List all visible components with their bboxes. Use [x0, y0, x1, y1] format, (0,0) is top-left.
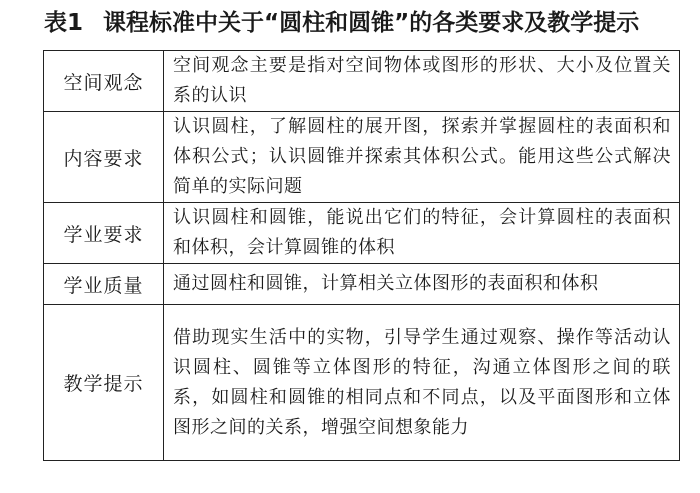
row-content: 空间观念主要是指对空间物体或图形的形状、大小及位置关系的认识 [164, 51, 680, 112]
table-number: 表1 [44, 10, 84, 36]
row-content: 借助现实生活中的实物，引导学生通过观察、操作等活动认识圆柱、圆锥等立体图形的特征，沟通立体图形之间的联系，如圆柱和圆锥的相同点和不同点，以及平面图形和立体图形之间的关系，增强空间想象能力 [164, 305, 680, 461]
row-heading: 学业质量 [44, 264, 164, 305]
row-heading: 教学提示 [44, 305, 164, 461]
table-caption: 课程标准中关于“圆柱和圆锥”的各类要求及教学提示 [103, 10, 640, 36]
row-content: 认识圆柱，了解圆柱的展开图，探索并掌握圆柱的表面积和体积公式；认识圆锥并探索其体积公式。能用这些公式解决简单的实际问题 [164, 112, 680, 203]
row-heading: 内容要求 [44, 112, 164, 203]
table-row-teaching-tips [44, 305, 680, 461]
table-row-academic-requirements [44, 203, 680, 264]
row-heading: 学业要求 [44, 203, 164, 264]
row-heading: 空间观念 [44, 51, 164, 112]
requirements-table [43, 50, 680, 461]
table-row-academic-quality [44, 264, 680, 305]
row-content: 通过圆柱和圆锥，计算相关立体图形的表面积和体积 [164, 264, 680, 305]
row-content: 认识圆柱和圆锥，能说出它们的特征，会计算圆柱的表面积和体积，会计算圆锥的体积 [164, 203, 680, 264]
table-row-content-requirements [44, 112, 680, 203]
table-row-spatial-concept [44, 51, 680, 112]
table-title [0, 8, 700, 38]
